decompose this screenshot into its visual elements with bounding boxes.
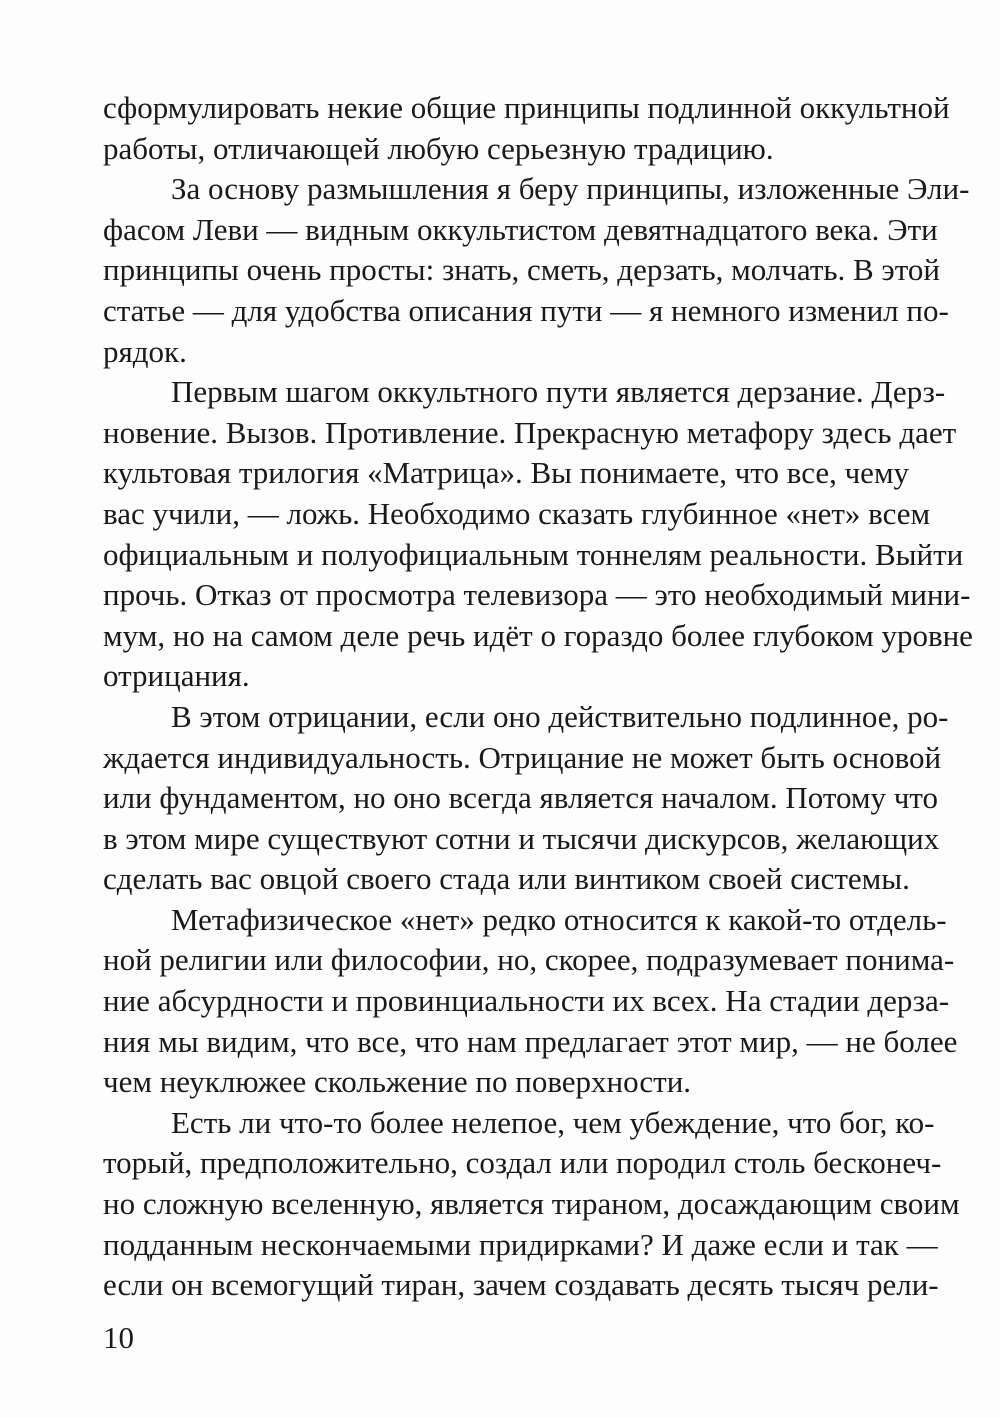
text-line: В этом отрицании, если оно действительно подлинное, ро-: [171, 698, 949, 734]
text-line: если он всемогущий тиран, зачем создавать десять тысяч рели-: [103, 1267, 939, 1303]
text-line: официальным и полуофициальным тоннелям реальности. Выйти: [103, 536, 964, 572]
text-line: в этом мире существуют сотни и тысячи дискурсов, желающих: [103, 820, 940, 856]
text-line: подданным нескончаемыми придирками? И даже если и так —: [103, 1226, 938, 1262]
text-line: чем неуклюжее скольжение по поверхности.: [103, 1064, 692, 1100]
page-number: 10: [103, 1320, 134, 1355]
text-line: или фундаментом, но оно всегда является началом. Потому что: [103, 780, 938, 816]
text-line: ждается индивидуальность. Отрицание не может быть основой: [103, 739, 942, 775]
text-line: но сложную вселенную, является тираном, досаждающим своим: [103, 1186, 960, 1222]
text-line: Первым шагом оккультного пути является дерзание. Дерз-: [171, 374, 946, 410]
text-line: культовая трилогия «Матрица». Вы понимаете, что все, чему: [103, 455, 910, 491]
text-line: вас учили, — ложь. Необходимо сказать глубинное «нет» всем: [103, 495, 931, 531]
text-line: работы, отличающей любую серьезную традицию.: [103, 130, 774, 166]
text-line: За основу размышления я беру принципы, изложенные Эли-: [171, 171, 970, 207]
text-line: рядок.: [103, 333, 187, 369]
text-line: ной религии или философии, но, скорее, подразумевает понима-: [103, 942, 955, 978]
text-line: принципы очень просты: знать, сметь, дерзать, молчать. В этой: [103, 252, 940, 288]
text-line: торый, предположительно, создал или породил столь бесконеч-: [103, 1145, 942, 1181]
text-line: ние абсурдности и провинциальности их всех. На стадии дерза-: [103, 983, 950, 1019]
text-line: новение. Вызов. Противление. Прекрасную метафору здесь дает: [103, 414, 957, 450]
text-line: отрицания.: [103, 658, 250, 694]
text-line: сделать вас овцой своего стада или винтиком своей системы.: [103, 861, 910, 897]
text-line: Метафизическое «нет» редко относится к какой-то отдель-: [171, 901, 947, 937]
text-line: фасом Леви — видным оккультистом девятнадцатого века. Эти: [103, 211, 938, 247]
text-line: ния мы видим, что все, что нам предлагает этот мир, — не более: [103, 1023, 958, 1059]
text-line: статье — для удобства описания пути — я немного изменил по-: [103, 292, 949, 328]
text-line: сформулировать некие общие принципы подлинной оккультной: [103, 90, 950, 125]
text-line: Есть ли что-то более нелепое, чем убеждение, что бог, ко-: [171, 1104, 935, 1140]
body-text: [103, 88, 973, 1306]
text-line: мум, но на самом деле речь идёт о гораздо более глубоком уровне: [103, 617, 973, 653]
text-line: прочь. Отказ от просмотра телевизора — это необходимый мини-: [103, 577, 971, 613]
